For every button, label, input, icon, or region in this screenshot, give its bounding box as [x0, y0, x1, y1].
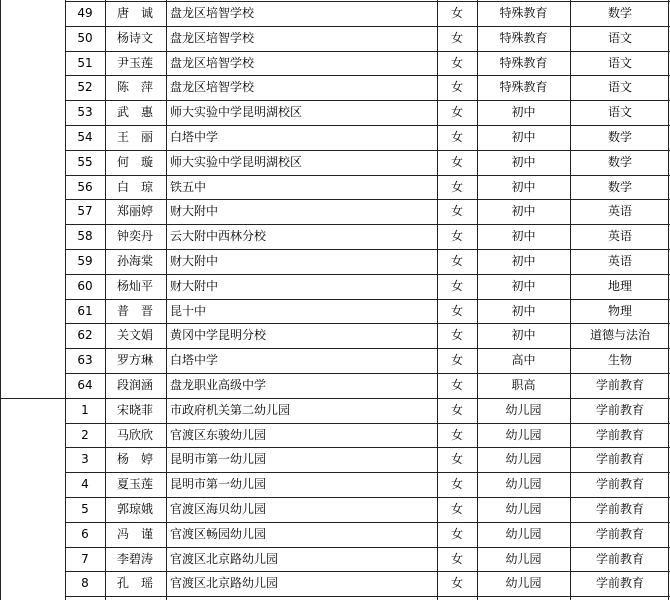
teacher-name-cell: 孔 瑶	[116, 576, 153, 591]
teacher-name-cell: 武 惠	[116, 105, 153, 120]
row-number-cell: 52	[77, 80, 93, 95]
gender-cell: 女	[450, 477, 463, 492]
row-number-cell: 63	[77, 353, 93, 368]
teacher-name-cell: 夏玉莲	[116, 477, 153, 492]
school-level-cell: 幼儿园	[505, 452, 542, 467]
table-row	[0, 447, 670, 471]
gender-cell: 女	[450, 526, 463, 541]
school-level-cell: 初中	[511, 278, 536, 293]
gender-cell: 女	[450, 278, 463, 293]
school-cell: 铁五中	[170, 179, 207, 194]
table-row	[0, 100, 670, 124]
table-row	[0, 323, 670, 347]
school-level-cell: 初中	[511, 229, 536, 244]
subject-cell: 英语	[607, 229, 632, 244]
teacher-name-cell: 马欣欣	[116, 427, 153, 442]
school-cell: 盘龙职业高级中学	[170, 378, 267, 392]
row-number-cell: 51	[77, 55, 93, 70]
row-number-cell: 57	[77, 204, 93, 219]
table-row	[0, 373, 670, 397]
school-cell: 财大附中	[170, 204, 219, 219]
table-row	[0, 150, 670, 174]
school-level-cell: 幼儿园	[505, 526, 542, 541]
subject-cell: 语文	[607, 80, 632, 95]
gender-cell: 女	[450, 502, 463, 516]
gender-cell: 女	[450, 30, 463, 45]
row-number-cell: 55	[77, 154, 93, 169]
school-level-cell: 初中	[511, 254, 536, 268]
teacher-name-cell: 王 丽	[116, 130, 153, 144]
teacher-name-cell: 杨 婷	[116, 452, 153, 467]
school-cell: 官渡区海贝幼儿园	[170, 502, 267, 516]
gender-cell: 女	[450, 551, 463, 566]
school-cell: 昆明市第一幼儿园	[170, 477, 267, 492]
school-cell: 财大附中	[170, 278, 219, 293]
school-cell: 白塔中学	[170, 353, 219, 368]
gender-cell: 女	[450, 427, 463, 442]
table-row	[0, 398, 670, 422]
gender-cell: 女	[450, 229, 463, 244]
row-number-cell: 53	[77, 105, 93, 120]
school-level-cell: 幼儿园	[505, 576, 542, 591]
school-cell: 白塔中学	[170, 130, 219, 144]
school-level-cell: 特殊教育	[499, 6, 548, 20]
school-level-cell: 初中	[511, 179, 536, 194]
school-cell: 云大附中西林分校	[170, 229, 267, 244]
table-row	[0, 26, 670, 50]
table-row	[0, 497, 670, 521]
row-number-cell: 62	[77, 328, 93, 343]
teacher-name-cell: 白 琼	[116, 179, 153, 194]
table-row	[0, 571, 670, 595]
table-row	[0, 299, 670, 323]
school-cell: 盘龙区培智学校	[170, 55, 255, 70]
gender-cell: 女	[450, 80, 463, 95]
teacher-name-cell: 普 晋	[116, 303, 153, 318]
table-row	[0, 75, 670, 99]
table-row	[0, 547, 670, 571]
school-cell: 黄冈中学昆明分校	[170, 328, 267, 343]
school-cell: 官渡区畅园幼儿园	[170, 526, 267, 541]
row-number-cell: 54	[77, 130, 93, 144]
teacher-name-cell: 何 璇	[116, 154, 153, 169]
teacher-name-cell: 陈 萍	[116, 80, 153, 95]
row-number-cell: 7	[81, 551, 89, 566]
school-cell: 昆十中	[170, 303, 207, 318]
school-level-cell: 幼儿园	[505, 402, 542, 417]
table-row	[0, 51, 670, 75]
table-row	[0, 125, 670, 149]
school-cell: 盘龙区培智学校	[170, 6, 255, 20]
table-row	[0, 348, 670, 372]
row-number-cell: 6	[81, 526, 89, 541]
school-cell: 盘龙区培智学校	[170, 80, 255, 95]
school-level-cell: 特殊教育	[499, 55, 548, 70]
school-cell: 官渡区北京路幼儿园	[170, 551, 279, 566]
gender-cell: 女	[450, 452, 463, 467]
school-level-cell: 初中	[511, 105, 536, 120]
teacher-name-cell: 郭琼娥	[116, 502, 153, 516]
row-number-cell: 5	[81, 502, 89, 516]
subject-cell: 学前教育	[595, 576, 644, 591]
subject-cell: 英语	[607, 204, 632, 219]
teacher-name-cell: 钟奕丹	[116, 229, 153, 244]
teacher-name-cell: 杨灿平	[116, 278, 153, 293]
gender-cell: 女	[450, 105, 463, 120]
subject-cell: 数学	[607, 130, 632, 144]
row-number-cell: 64	[77, 378, 93, 392]
school-level-cell: 初中	[511, 303, 536, 318]
teacher-name-cell: 杨诗文	[116, 30, 153, 45]
school-cell: 市政府机关第二幼儿园	[170, 402, 291, 417]
row-number-cell: 60	[77, 278, 93, 293]
row-number-cell: 8	[81, 576, 89, 591]
row-number-cell: 2	[81, 427, 89, 442]
subject-cell: 语文	[607, 105, 632, 120]
subject-cell: 英语	[607, 254, 632, 268]
school-level-cell: 初中	[511, 154, 536, 169]
subject-cell: 数学	[607, 154, 632, 169]
school-cell: 财大附中	[170, 254, 219, 268]
gender-cell: 女	[450, 204, 463, 219]
gender-cell: 女	[450, 328, 463, 343]
school-cell: 盘龙区培智学校	[170, 30, 255, 45]
subject-cell: 数学	[607, 6, 632, 20]
subject-cell: 学前教育	[595, 452, 644, 467]
row-number-cell: 59	[77, 254, 93, 268]
subject-cell: 学前教育	[595, 477, 644, 492]
school-cell: 官渡区北京路幼儿园	[170, 576, 279, 591]
teacher-name-cell: 宋晓菲	[116, 402, 153, 417]
school-level-cell: 初中	[511, 130, 536, 144]
row-number-cell: 1	[81, 402, 89, 417]
subject-cell: 学前教育	[595, 427, 644, 442]
school-level-cell: 幼儿园	[505, 502, 542, 516]
school-level-cell: 特殊教育	[499, 30, 548, 45]
teacher-name-cell: 关文娟	[116, 328, 153, 343]
school-level-cell: 幼儿园	[505, 477, 542, 492]
gender-cell: 女	[450, 179, 463, 194]
gender-cell: 女	[450, 378, 463, 392]
row-number-cell: 58	[77, 229, 93, 244]
row-number-cell: 50	[77, 30, 93, 45]
row-divider	[65, 596, 670, 597]
subject-cell: 学前教育	[595, 551, 644, 566]
subject-cell: 学前教育	[595, 526, 644, 541]
teacher-name-cell: 郑丽婷	[116, 204, 153, 219]
row-number-cell: 56	[77, 179, 93, 194]
school-level-cell: 初中	[511, 204, 536, 219]
school-cell: 官渡区东骏幼儿园	[170, 427, 267, 442]
table-row	[0, 423, 670, 447]
gender-cell: 女	[450, 402, 463, 417]
subject-cell: 生物	[607, 353, 632, 368]
subject-cell: 学前教育	[595, 402, 644, 417]
school-cell: 师大实验中学昆明湖校区	[170, 154, 303, 169]
teacher-name-cell: 尹玉莲	[116, 55, 153, 70]
table-row	[0, 224, 670, 248]
row-number-cell: 61	[77, 303, 93, 318]
gender-cell: 女	[450, 303, 463, 318]
school-level-cell: 职高	[511, 378, 536, 392]
subject-cell: 道德与法治	[589, 328, 650, 343]
row-number-cell: 49	[77, 6, 93, 20]
subject-cell: 语文	[607, 30, 632, 45]
school-level-cell: 幼儿园	[505, 427, 542, 442]
gender-cell: 女	[450, 154, 463, 169]
teacher-name-cell: 冯 谨	[116, 526, 153, 541]
table-row	[0, 274, 670, 298]
gender-cell: 女	[450, 130, 463, 144]
school-cell: 昆明市第一幼儿园	[170, 452, 267, 467]
subject-cell: 地理	[607, 278, 632, 293]
subject-cell: 学前教育	[595, 502, 644, 516]
school-cell: 师大实验中学昆明湖校区	[170, 105, 303, 120]
subject-cell: 物理	[607, 303, 632, 318]
table-row	[0, 199, 670, 223]
row-number-cell: 4	[81, 477, 89, 492]
school-level-cell: 幼儿园	[505, 551, 542, 566]
row-number-cell: 3	[81, 452, 89, 467]
gender-cell: 女	[450, 576, 463, 591]
subject-cell: 学前教育	[595, 378, 644, 392]
gender-cell: 女	[450, 254, 463, 268]
teacher-name-cell: 李碧涛	[116, 551, 153, 566]
table-row	[0, 175, 670, 199]
table-row	[0, 472, 670, 496]
subject-cell: 数学	[607, 179, 632, 194]
teacher-name-cell: 罗方琳	[116, 353, 153, 368]
school-level-cell: 初中	[511, 328, 536, 343]
gender-cell: 女	[450, 353, 463, 368]
table-row	[0, 1, 670, 25]
teacher-name-cell: 段润涵	[116, 378, 153, 392]
school-level-cell: 高中	[511, 353, 536, 368]
teacher-name-cell: 唐 诚	[116, 6, 153, 20]
table-row	[0, 522, 670, 546]
table-row	[0, 249, 670, 273]
teacher-name-cell: 孙海棠	[116, 254, 153, 268]
subject-cell: 语文	[607, 55, 632, 70]
gender-cell: 女	[450, 6, 463, 20]
gender-cell: 女	[450, 55, 463, 70]
school-level-cell: 特殊教育	[499, 80, 548, 95]
